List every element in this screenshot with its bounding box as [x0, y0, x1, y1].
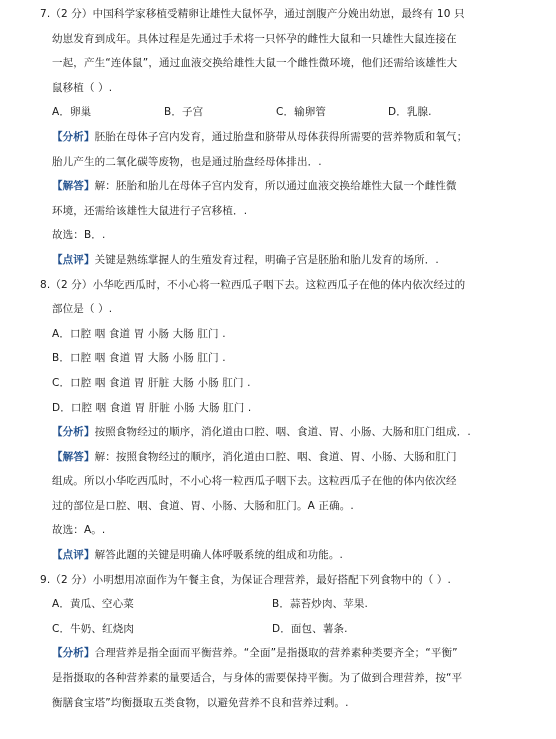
answer-text: 解：按照食物经过的顺序，消化道由口腔、咽、食道、胃、小肠、大肠和肛门 — [94, 450, 457, 463]
question-9-options-row — [40, 617, 520, 642]
option-d: D．面包、薯条. — [272, 622, 348, 635]
option-b: B．蒜苔炒肉、苹果. — [272, 598, 369, 611]
question-7-comment — [40, 248, 520, 273]
question-9-analysis-cont: 衡膳食宝塔”均衡摄取五类食物，以避免营养不良和营养过剩。. — [52, 696, 349, 709]
analysis-text: 按照食物经过的顺序，消化道由口腔、咽、食道、胃、小肠、大肠和肛门组成．. — [94, 426, 471, 439]
answer-text: 解：胚胎和胎儿在母体子宫内发育，所以通过血液交换给雄性大鼠一个雌性微 — [94, 180, 457, 193]
question-9-options-row — [40, 592, 520, 617]
question-8-option-a: A．口腔 咽 食道 胃 小肠 大肠 肛门 . — [52, 327, 226, 340]
question-7-choice: 故选：B．. — [52, 229, 106, 242]
comment-text: 关键是熟练掌握人的生殖发育过程，明确子宫是胚胎和胎儿发育的场所．. — [94, 253, 439, 266]
question-8-option-b: B．口腔 咽 食道 胃 大肠 小肠 肛门 . — [52, 352, 226, 365]
question-7-analysis — [40, 125, 520, 150]
question-7-answer — [40, 174, 520, 199]
question-8-answer-cont: 过的部位是口腔、咽、食道、胃、小肠、大肠和肛门。A 正确。. — [52, 499, 354, 512]
question-8-answer-cont: 组成。所以小华吃西瓜时，不小心将一粒西瓜子咽下去。这粒西瓜子在他的体内依次经 — [52, 475, 457, 488]
analysis-label: 【分析】 — [52, 130, 95, 143]
question-8-option-c: C．口腔 咽 食道 胃 肝脏 大肠 小肠 肛门 . — [52, 376, 251, 389]
question-8-choice: 故选：A。. — [52, 524, 106, 537]
analysis-text: 胚胎在母体子宫内发育，通过胎盘和脐带从母体获得所需要的营养物质和氧气； — [94, 130, 468, 143]
question-8-stem-line: 部位是（ ）. — [52, 303, 113, 316]
question-7-stem-line: 鼠移植（ ）. — [52, 81, 113, 94]
question-7-analysis-cont: 胎儿产生的二氧化碳等废物，也是通过胎盘经母体排出．. — [52, 155, 322, 168]
question-7-answer-cont: 环境，还需给该雄性大鼠进行子宫移植．. — [52, 204, 248, 217]
question-7-stem-line: 一起，产生“连体鼠”，通过血液交换给雄性大鼠一个雌性微环境，他们还需给该雄性大 — [52, 57, 458, 70]
question-8-stem-line: 8.（2 分）小华吃西瓜时，不小心将一粒西瓜子咽下去。这粒西瓜子在他的体内依次经过的 — [40, 278, 466, 291]
question-9-analysis-cont: 是指摄取的各种营养素的量要适合，与身体的需要保持平衡。为了做到合理营养，按“平 — [52, 672, 463, 685]
analysis-label: 【分析】 — [52, 647, 95, 660]
question-9-stem-line: 9.（2 分）小明想用凉面作为午餐主食，为保证合理营养，最好搭配下列食物中的（ ）. — [40, 573, 452, 586]
question-8-answer — [40, 445, 520, 470]
question-7-stem-line: 幼崽发育到成年。具体过程是先通过手术将一只怀孕的雌性大鼠和一只雄性大鼠连接在 — [52, 32, 457, 45]
comment-label: 【点评】 — [52, 549, 95, 562]
analysis-text: 合理营养是指全面而平衡营养。“全面”是指摄取的营养素种类要齐全；“平衡” — [94, 647, 458, 660]
comment-text: 解答此题的关键是明确人体呼吸系统的组成和功能。. — [94, 549, 344, 562]
analysis-label: 【分析】 — [52, 426, 95, 439]
question-8-comment — [40, 543, 520, 568]
question-8-option-d: D．口腔 咽 食道 胃 肝脏 小肠 大肠 肛门 . — [52, 401, 252, 414]
option-a: A．卵巢 — [52, 106, 92, 119]
question-9-analysis — [40, 641, 520, 666]
question-8-analysis — [40, 420, 520, 445]
option-c: C．牛奶、红烧肉 — [52, 622, 135, 635]
option-a: A．黄瓜、空心菜 — [52, 598, 134, 611]
question-7-stem-line: 7.（2 分）中国科学家移植受精卵让雄性大鼠怀孕，通过剖腹产分娩出幼崽，最终有 10 只 — [40, 8, 465, 20]
option-c: C．输卵管 — [276, 106, 327, 119]
answer-label: 【解答】 — [52, 180, 95, 193]
answer-label: 【解答】 — [52, 450, 95, 463]
option-d: D．乳腺. — [388, 106, 432, 119]
comment-label: 【点评】 — [52, 253, 95, 266]
question-7-options — [40, 100, 520, 125]
option-b: B．子宫 — [164, 106, 204, 119]
